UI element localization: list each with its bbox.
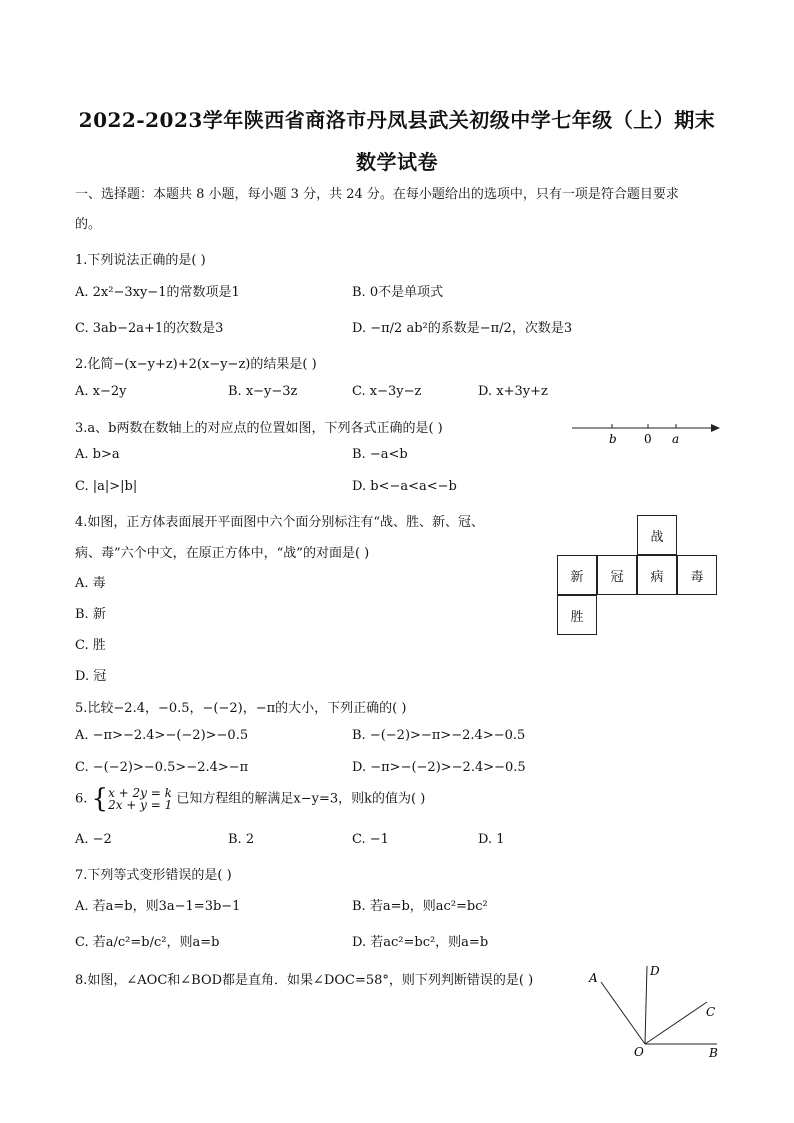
number-line-figure — [568, 412, 726, 448]
q1-option-a: A. 2x²−3xy−1的常数项是1 — [75, 285, 240, 300]
q1-option-c: C. 3ab−2a+1的次数是3 — [75, 321, 224, 336]
question-5-stem: 比较−2.4，−0.5，−(−2)，−π的大小，下列正确的( ) — [87, 701, 407, 716]
q3-option-b: B. −a<b — [352, 447, 408, 462]
q7-option-d: D. 若ac²=bc²，则a=b — [352, 935, 489, 950]
question-7-stem: 下列等式变形错误的是( ) — [87, 868, 232, 883]
question-7 — [75, 864, 232, 883]
question-1 — [75, 249, 206, 268]
q4-option-c: C. 胜 — [75, 638, 106, 653]
question-6 — [75, 786, 425, 812]
q2-option-c: C. x−3y−z — [352, 384, 422, 399]
brace-icon: { — [91, 784, 109, 814]
number-line-label-b: b — [609, 432, 617, 446]
angle-figure — [585, 960, 725, 1065]
q3-option-d: D. b<−a<a<−b — [352, 479, 457, 494]
q2-option-d-text: x+3y+z — [496, 384, 548, 399]
q6-option-c: C. −1 — [352, 832, 389, 847]
page-title-line1: 2022-2023学年陕西省商洛市丹凤县武关初级中学七年级（上）期末 — [78, 108, 716, 132]
question-4-number: 4. — [75, 515, 88, 530]
question-2 — [75, 353, 317, 372]
q5-option-a: A. −π>−2.4>−(−2)>−0.5 — [75, 728, 249, 743]
q4-option-b: B. 新 — [75, 607, 106, 622]
q3-option-a-text: b>a — [92, 447, 120, 462]
q5-option-d: D. −π>−(−2)>−2.4>−0.5 — [352, 760, 526, 775]
question-3-stem: a、b两数在数轴上的对应点的位置如图，下列各式正确的是( ) — [87, 421, 443, 436]
cube-face-bing: 病 — [637, 555, 677, 595]
q4-option-d-text: 冠 — [93, 669, 107, 684]
q7-option-b-text: 若a=b，则ac²=bc² — [369, 899, 488, 914]
q1-option-d: D. −π/2 ab²的系数是−π/2，次数是3 — [352, 321, 573, 336]
q6-option-a-text: −2 — [92, 832, 112, 847]
cube-face-sheng: 胜 — [557, 595, 597, 635]
question-4-stem-line1: 如图，正方体表面展开平面图中六个面分别标注有“战、胜、新、冠、 — [87, 515, 485, 530]
question-5-number: 5. — [75, 701, 88, 716]
number-line-label-0: 0 — [644, 432, 652, 446]
q6-option-c-text: −1 — [369, 832, 389, 847]
question-3-number: 3. — [75, 421, 88, 436]
angle-label-d: D — [650, 964, 660, 978]
q5-option-c-text: −(−2)>−0.5>−2.4>−π — [92, 760, 249, 775]
section-intro-line1: 一、选择题：本题共 8 小题，每小题 3 分，共 24 分。在每小题给出的选项中，只有一项是符合题目要求 — [75, 187, 679, 202]
q7-option-a-text: 若a=b，则3a−1=3b−1 — [92, 899, 241, 914]
cube-face-guan: 冠 — [597, 555, 637, 595]
ray-oc — [645, 1002, 707, 1044]
q7-option-c-text: 若a/c²=b/c²，则a=b — [92, 935, 220, 950]
cube-face-zhan: 战 — [637, 515, 677, 555]
ray-oa — [601, 982, 645, 1044]
q2-option-a: A. x−2y — [75, 384, 127, 399]
q6-option-b: B. 2 — [228, 832, 255, 847]
q2-option-d: D. x+3y+z — [478, 384, 548, 399]
q3-option-c: C. |a|>|b| — [75, 479, 138, 494]
q4-option-a: A. 毒 — [75, 576, 106, 591]
ray-od — [645, 966, 647, 1044]
angle-label-o: O — [634, 1045, 644, 1059]
q5-option-c: C. −(−2)>−0.5>−2.4>−π — [75, 760, 249, 775]
q3-option-d-text: b<−a<a<−b — [370, 479, 457, 494]
q1-option-a-text: 2x²−3xy−1的常数项是1 — [92, 285, 240, 300]
question-7-number: 7. — [75, 868, 88, 883]
q3-option-c-text: |a|>|b| — [92, 479, 138, 494]
q4-option-d: D. 冠 — [75, 669, 107, 684]
q5-option-b-text: −(−2)>−π>−2.4>−0.5 — [369, 728, 526, 743]
q6-option-a: A. −2 — [75, 832, 112, 847]
question-4-stem-line2: 病、毒”六个中文，在原正方体中，“战”的对面是( ) — [75, 546, 370, 561]
number-line-arrow-icon — [711, 424, 720, 432]
q6-option-d: D. 1 — [478, 832, 505, 847]
question-5 — [75, 697, 406, 716]
q7-option-b: B. 若a=b，则ac²=bc² — [352, 899, 488, 914]
page-title-line2: 数学试卷 — [356, 150, 438, 174]
question-8-number: 8. — [75, 973, 88, 988]
question-1-number: 1. — [75, 253, 88, 268]
q2-option-b-text: x−y−3z — [245, 384, 298, 399]
q1-option-d-text: −π/2 ab²的系数是−π/2，次数是3 — [370, 321, 573, 336]
q2-option-a-text: x−2y — [92, 384, 127, 399]
q4-option-a-text: 毒 — [92, 576, 106, 591]
angle-label-c: C — [706, 1005, 716, 1019]
q3-option-b-text: −a<b — [369, 447, 408, 462]
q5-option-a-text: −π>−2.4>−(−2)>−0.5 — [92, 728, 249, 743]
cube-net-figure — [557, 515, 719, 637]
question-8 — [75, 969, 533, 988]
question-6-stem: 已知方程组的解满足x−y=3，则k的值为( ) — [176, 791, 426, 807]
q7-option-c: C. 若a/c²=b/c²，则a=b — [75, 935, 220, 950]
cube-face-xin: 新 — [557, 555, 597, 595]
section-intro — [75, 180, 725, 240]
question-4-line2 — [75, 542, 369, 561]
q7-option-a: A. 若a=b，则3a−1=3b−1 — [75, 899, 241, 914]
angle-label-b: B — [709, 1046, 718, 1060]
question-2-stem: 化简−(x−y+z)+2(x−y−z)的结果是( ) — [87, 357, 317, 372]
q2-option-c-text: x−3y−z — [369, 384, 422, 399]
q6-option-b-text: 2 — [245, 832, 255, 847]
q4-option-b-text: 新 — [92, 607, 106, 622]
section-intro-line2: 的。 — [75, 217, 102, 232]
q7-option-d-text: 若ac²=bc²，则a=b — [370, 935, 489, 950]
q6-option-d-text: 1 — [496, 832, 505, 847]
equation-system: { x + 2y = k 2x + y = 1 — [91, 784, 173, 814]
question-3 — [75, 417, 443, 436]
question-1-stem: 下列说法正确的是( ) — [87, 253, 206, 268]
q4-option-c-text: 胜 — [92, 638, 106, 653]
q2-option-b: B. x−y−3z — [228, 384, 298, 399]
q5-option-d-text: −π>−(−2)>−2.4>−0.5 — [370, 760, 526, 775]
question-4-line1 — [75, 511, 484, 530]
q1-option-c-text: 3ab−2a+1的次数是3 — [92, 321, 224, 336]
question-2-number: 2. — [75, 357, 88, 372]
q1-option-b: B. 0不是单项式 — [352, 285, 444, 300]
q3-option-a: A. b>a — [75, 447, 120, 462]
cube-face-du: 毒 — [677, 555, 717, 595]
number-line-label-a: a — [672, 432, 680, 446]
angle-label-a: A — [589, 971, 598, 985]
q5-option-b: B. −(−2)>−π>−2.4>−0.5 — [352, 728, 526, 743]
q1-option-b-text: 0不是单项式 — [369, 285, 444, 300]
question-6-number: 6. — [75, 791, 88, 807]
question-8-stem: 如图，∠AOC和∠BOD都是直角．如果∠DOC=58°，则下列判断错误的是( ) — [87, 973, 534, 988]
